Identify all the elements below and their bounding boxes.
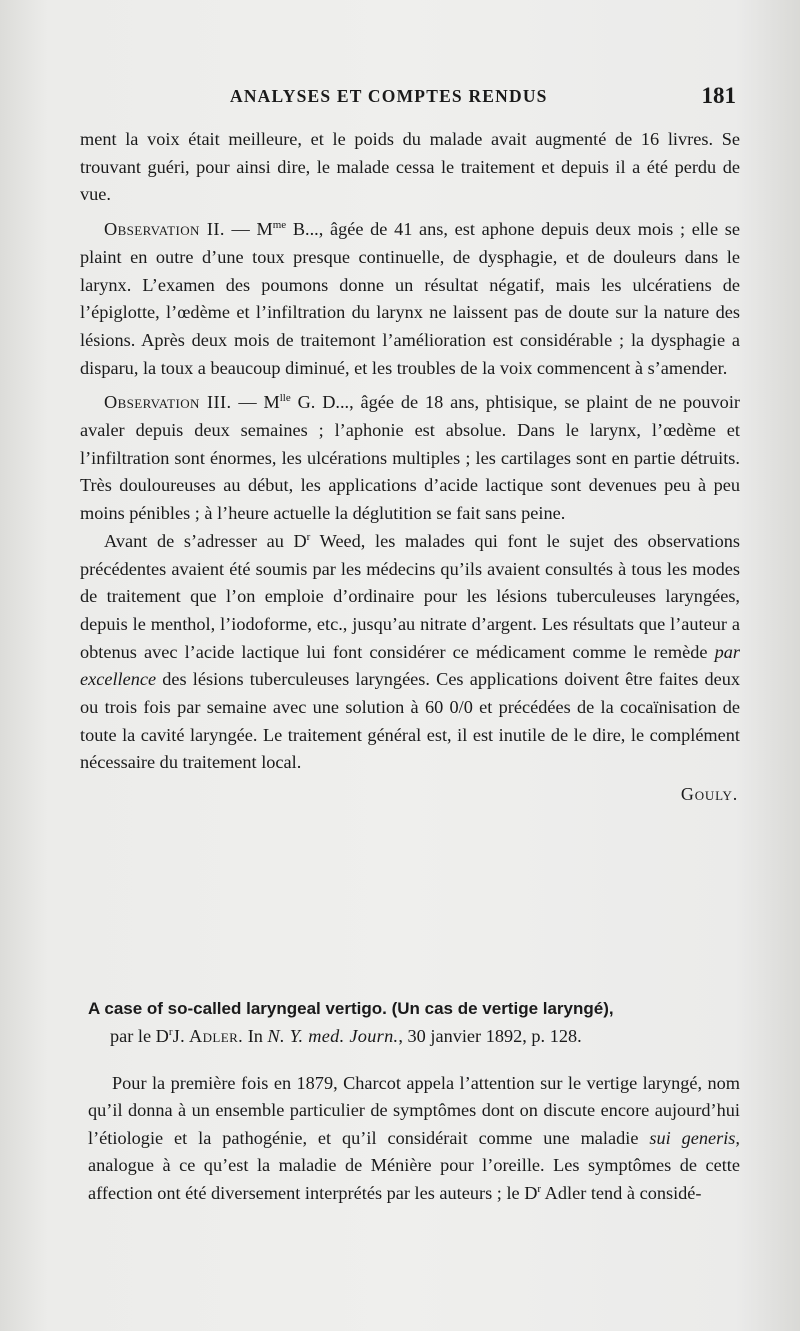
observation-2-label: Observation II.	[104, 219, 225, 240]
review-citation-line: par le $D^rJ$. Adler. In N. Y. med. Journ., 30 janvier 1892, p. 128.	[110, 1025, 582, 1046]
running-title: ANALYSES ET COMPTES RENDUS	[230, 86, 548, 106]
paragraph-observation-2: Observation II. — $M^{me}$ B..., âgée de 41 ans, est aphone depuis deux mois ; elle se plaint en outre d’une toux presque continuelle, de dysphagie, et de douleurs dans le larynx. L’examen des poumons donne un résultat négatif, mais les ulcératiens de l’épiglotte, l’œdème et l’infiltration du larynx ne laissent pas de doute sur la nature des lésions. Après deux mois de traitemont l’amélioration est considérable ; la dysphagie a disparu, la toux a beaucoup diminué, et les troubles de la voix commencent à s’amender.	[80, 219, 740, 378]
journal-name: N. Y. med. Journ.	[267, 1025, 399, 1046]
review-title-line	[88, 995, 740, 1023]
author-signature: Gouly.	[680, 784, 738, 805]
italic-phrase: par excellence	[80, 641, 740, 690]
review-title: A case of so-called laryngeal vertigo. (Un cas de vertige laryngé),	[88, 999, 614, 1018]
italic-sui-generis: sui generis,	[649, 1127, 740, 1148]
review-heading	[88, 995, 740, 1050]
observation-3-label: Observation III.	[104, 392, 232, 413]
paragraph-observation-3: Observation III. — $M^{lle}$ G. D..., âgée de 18 ans, phtisique, se plaint de ne pouvoir avaler depuis deux semaines ; l’aphonie est absolue. Dans le larynx, l’œdème et l’infiltration sont énormes, les ulcérations multiples ; les cartilages sont en partie détruits. Très douloureuses au début, les applications d’acide lactique sont devenues peu à peu moins pénibles ; à l’heure actuelle la déglutition se fait sans peine.	[80, 392, 740, 524]
page-number: 181	[701, 83, 736, 108]
review-text	[88, 1070, 740, 1207]
review-author: J. Adler.	[172, 1025, 244, 1046]
paragraph-review: Pour la première fois en 1879, Charcot appela l’attention sur le vertige laryngé, nom qu’il donna à un ensemble particulier de symptômes dont on discute encore aujourd’hui l’étiologie et la pathogénie, et qu’il considérait comme une maladie sui generis, analogue à ce qu’est la maladie de Ménière pour l’oreille. Les symptômes de cette affection ont été diversement interprétés par les auteurs ; le $D^r$ Adler tend à considé-	[88, 1073, 740, 1203]
paragraph-conclusion: Avant de s’adresser au $D^r$ Weed, les malades qui font le sujet des observations précédentes avaient été soumis par les médecins qu’ils avaient consultés à tous les modes de traitement que l’on emploie d’ordinaire pour les lésions tuberculeuses laryngées, depuis le menthol, l’iodoforme, etc., jusqu’au nitrate d’argent. Les résultats que l’auteur a obtenus avec l’acide lactique lui font considérer ce médicament comme le remède par excellence des lésions tuberculeuses laryngées. Ces applications doivent être faites deux ou trois fois par semaine avec une solution à 60 0/0 et précédées de la cocaïnisation de toute la cavité laryngée. Le traitement général est, il est inutile de le dire, le complément nécessaire du traitement local.	[80, 530, 740, 773]
paragraph-continuation: ment la voix était meilleure, et le poids du malade avait augmenté de 16 livres. Se trouvant guéri, pour ainsi dire, le malade cessa le traitement et depuis il a été perdu de vue.	[80, 129, 740, 205]
main-text	[80, 126, 740, 809]
page-header	[80, 83, 740, 116]
